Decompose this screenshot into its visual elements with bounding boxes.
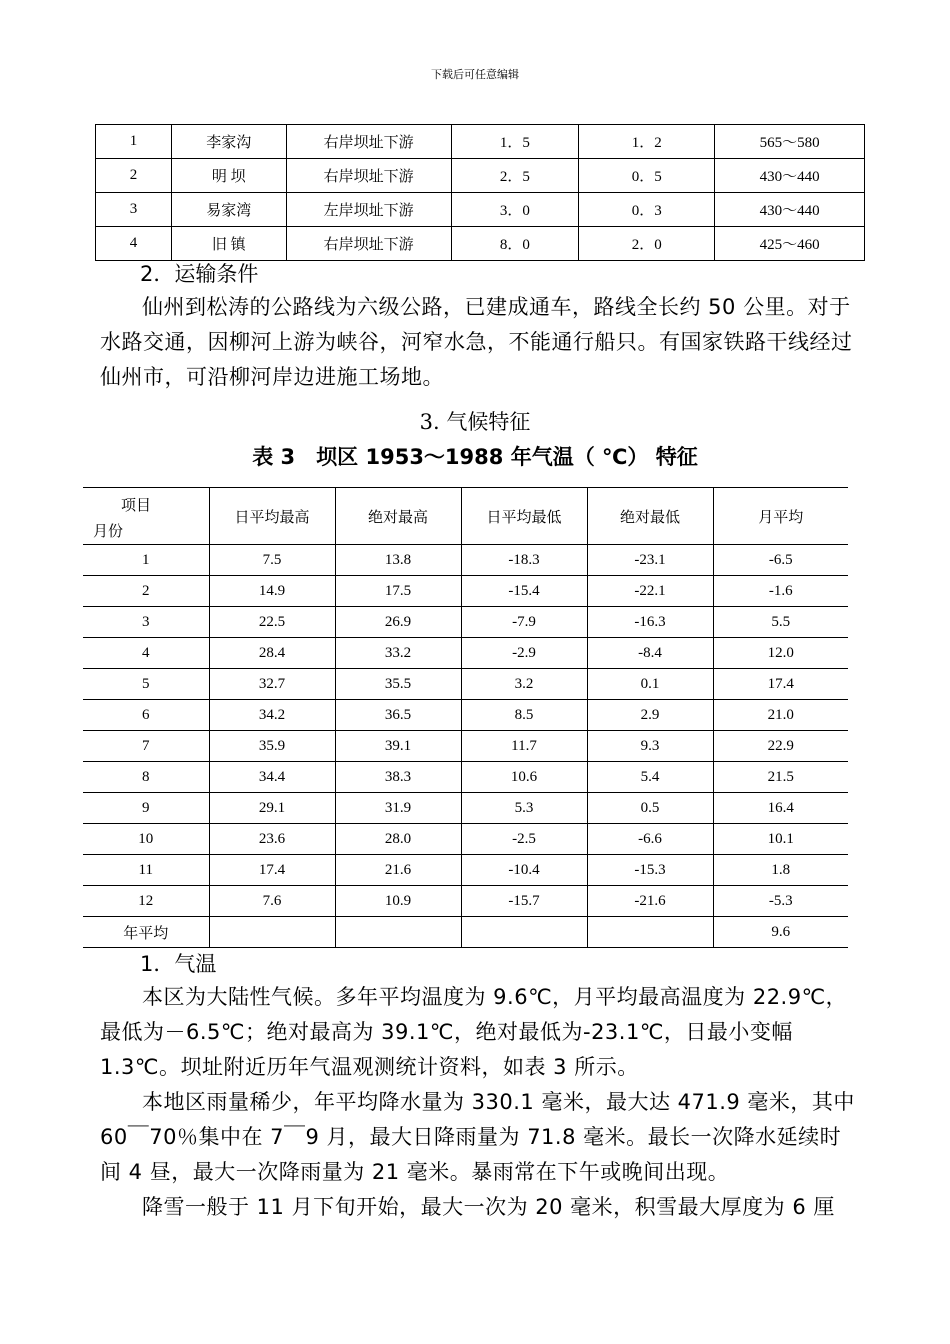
table-row (83, 731, 848, 762)
table-cell: 12 (83, 886, 209, 917)
table-row (83, 638, 848, 669)
table-cell: 2 (96, 159, 172, 193)
table-cell: 12.0 (713, 638, 848, 669)
table-cell (461, 917, 587, 948)
table-cell: 21.0 (713, 700, 848, 731)
table-row (83, 824, 848, 855)
table-cell: 2．0 (579, 227, 715, 261)
section-heading-transport: 2．运输条件 (140, 262, 259, 286)
temperature-table (83, 487, 848, 948)
table-cell: 39.1 (335, 731, 461, 762)
table-cell: 425～460 (715, 227, 865, 261)
table-row (83, 886, 848, 917)
table-cell: 29.1 (209, 793, 335, 824)
table-cell: 2．5 (451, 159, 579, 193)
table-cell: 右岸坝址下游 (286, 227, 451, 261)
table-cell: 5.4 (587, 762, 713, 793)
column-header: 月平均 (713, 488, 848, 545)
table-cell: 36.5 (335, 700, 461, 731)
table-cell: -18.3 (461, 545, 587, 576)
table-cell: 10.6 (461, 762, 587, 793)
table-cell: 11.7 (461, 731, 587, 762)
table-cell: 0．5 (579, 159, 715, 193)
table-cell: 22.9 (713, 731, 848, 762)
table-cell: 2.9 (587, 700, 713, 731)
table-cell: -22.1 (587, 576, 713, 607)
table-cell: 10.9 (335, 886, 461, 917)
table-cell: 17.4 (713, 669, 848, 700)
table-cell: 28.4 (209, 638, 335, 669)
table-cell: 17.5 (335, 576, 461, 607)
column-header: 日平均最低 (461, 488, 587, 545)
table-cell: 0．3 (579, 193, 715, 227)
table-cell: 23.6 (209, 824, 335, 855)
table-row (96, 159, 865, 193)
table-cell: 21.6 (335, 855, 461, 886)
table-row (83, 762, 848, 793)
table-cell: 35.9 (209, 731, 335, 762)
table-cell: 1 (83, 545, 209, 576)
table-cell: -8.4 (587, 638, 713, 669)
table-cell: 34.4 (209, 762, 335, 793)
table-cell: 4 (83, 638, 209, 669)
table-row (83, 917, 848, 948)
table-cell: 1．2 (579, 125, 715, 159)
transport-paragraph: 仙州到松涛的公路线为六级公路，已建成通车，路线全长约 50 公里。对于水路交通，因柳河上游为峡谷，河窄水急，不能通行船只。有国家铁路干线经过仙州市，可沿柳河岸边进施工场地。 (100, 295, 853, 389)
table-cell: 35.5 (335, 669, 461, 700)
table-row (83, 545, 848, 576)
table-cell: 32.7 (209, 669, 335, 700)
table-cell: 0.1 (587, 669, 713, 700)
table-cell: 易家湾 (171, 193, 286, 227)
table-row (83, 576, 848, 607)
table-cell: -2.5 (461, 824, 587, 855)
table-cell: 5 (83, 669, 209, 700)
table-cell: -5.3 (713, 886, 848, 917)
table-row (96, 193, 865, 227)
table-cell: -2.9 (461, 638, 587, 669)
table-cell: 旧 镇 (171, 227, 286, 261)
table-cell (209, 917, 335, 948)
corner-cell (83, 488, 209, 545)
table-row (83, 607, 848, 638)
table-cell: 28.0 (335, 824, 461, 855)
table-cell: 21.5 (713, 762, 848, 793)
section-heading-temperature: 1．气温 (140, 952, 217, 976)
table-cell: 明 坝 (171, 159, 286, 193)
column-header: 绝对最高 (335, 488, 461, 545)
snowfall-paragraph: 降雪一般于 11 月下旬开始，最大一次为 20 毫米，积雪最大厚度为 6 厘 (142, 1195, 835, 1219)
page-header: 下载后可任意编辑 (431, 68, 519, 81)
table-cell: 右岸坝址下游 (286, 125, 451, 159)
table-cell (587, 917, 713, 948)
table-caption: 表 3 坝区 1953～1988 年气温（ ℃） 特征 (252, 445, 698, 469)
table-cell: -21.6 (587, 886, 713, 917)
table-cell: 2 (83, 576, 209, 607)
table-row (83, 855, 848, 886)
table-cell: 8.5 (461, 700, 587, 731)
table-cell: 22.5 (209, 607, 335, 638)
table-cell: 17.4 (209, 855, 335, 886)
table-cell: 10 (83, 824, 209, 855)
section-heading-climate: 3. 气候特征 (419, 410, 531, 434)
table-cell (335, 917, 461, 948)
rainfall-paragraph: 本地区雨量稀少，年平均降水量为 330.1 毫米，最大达 471.9 毫米，其中 60￣70％集中在 7￣9 月，最大日降雨量为 71.8 毫米。最长一次降水延续时间 4 昼，最大一次降雨量为 21 毫米。暴雨常在下午或晚间出现。 (100, 1090, 855, 1184)
table-cell: 38.3 (335, 762, 461, 793)
table-cell: 3．0 (451, 193, 579, 227)
table-cell: 左岸坝址下游 (286, 193, 451, 227)
corner-top-label: 项目 (121, 498, 152, 514)
table-cell: 7.6 (209, 886, 335, 917)
table-cell: 6 (83, 700, 209, 731)
table-cell: -1.6 (713, 576, 848, 607)
table-cell: 26.9 (335, 607, 461, 638)
table-cell: -23.1 (587, 545, 713, 576)
table-row (96, 125, 865, 159)
table-cell: 8．0 (451, 227, 579, 261)
table-cell: 右岸坝址下游 (286, 159, 451, 193)
table-cell: 年平均 (83, 917, 209, 948)
table-cell: 0.5 (587, 793, 713, 824)
table-row (83, 700, 848, 731)
column-header: 绝对最低 (587, 488, 713, 545)
table-cell: 10.1 (713, 824, 848, 855)
table-cell: 3 (96, 193, 172, 227)
column-header: 日平均最高 (209, 488, 335, 545)
table-cell: -16.3 (587, 607, 713, 638)
table-cell: 9.3 (587, 731, 713, 762)
table-cell: 李家沟 (171, 125, 286, 159)
table-cell: 1 (96, 125, 172, 159)
table-cell: 430～440 (715, 193, 865, 227)
table-cell: 8 (83, 762, 209, 793)
table-cell: 16.4 (713, 793, 848, 824)
table-cell: -6.5 (713, 545, 848, 576)
table-cell: 5.5 (713, 607, 848, 638)
table-cell: 1.8 (713, 855, 848, 886)
temperature-paragraph: 本区为大陆性气候。多年平均温度为 9.6℃，月平均最高温度为 22.9℃，最低为－6.5℃；绝对最高为 39.1℃，绝对最低为-23.1℃，日最小变幅 1.3℃。坝址附近历年气温观测统计资料，如表 3 所示。 (100, 985, 848, 1079)
table-cell: -6.6 (587, 824, 713, 855)
site-table (95, 124, 865, 261)
table-header-row (83, 488, 848, 545)
table-cell: 5.3 (461, 793, 587, 824)
table-cell: 7 (83, 731, 209, 762)
table-cell: -15.7 (461, 886, 587, 917)
table-cell: 33.2 (335, 638, 461, 669)
table-cell: -15.3 (587, 855, 713, 886)
table-cell: 9 (83, 793, 209, 824)
table-cell: 14.9 (209, 576, 335, 607)
table-cell: -15.4 (461, 576, 587, 607)
table-row (83, 793, 848, 824)
table-cell: 9.6 (713, 917, 848, 948)
table-cell: 3.2 (461, 669, 587, 700)
table-cell: 11 (83, 855, 209, 886)
corner-bottom-label: 月份 (93, 524, 124, 540)
table-cell: 7.5 (209, 545, 335, 576)
table-cell: -10.4 (461, 855, 587, 886)
table-cell: 31.9 (335, 793, 461, 824)
table-cell: -7.9 (461, 607, 587, 638)
table-cell: 34.2 (209, 700, 335, 731)
table-cell: 3 (83, 607, 209, 638)
table-row (83, 669, 848, 700)
table-row (96, 227, 865, 261)
table-cell: 13.8 (335, 545, 461, 576)
table-cell: 1．5 (451, 125, 579, 159)
table-cell: 430～440 (715, 159, 865, 193)
table-cell: 4 (96, 227, 172, 261)
table-cell: 565～580 (715, 125, 865, 159)
